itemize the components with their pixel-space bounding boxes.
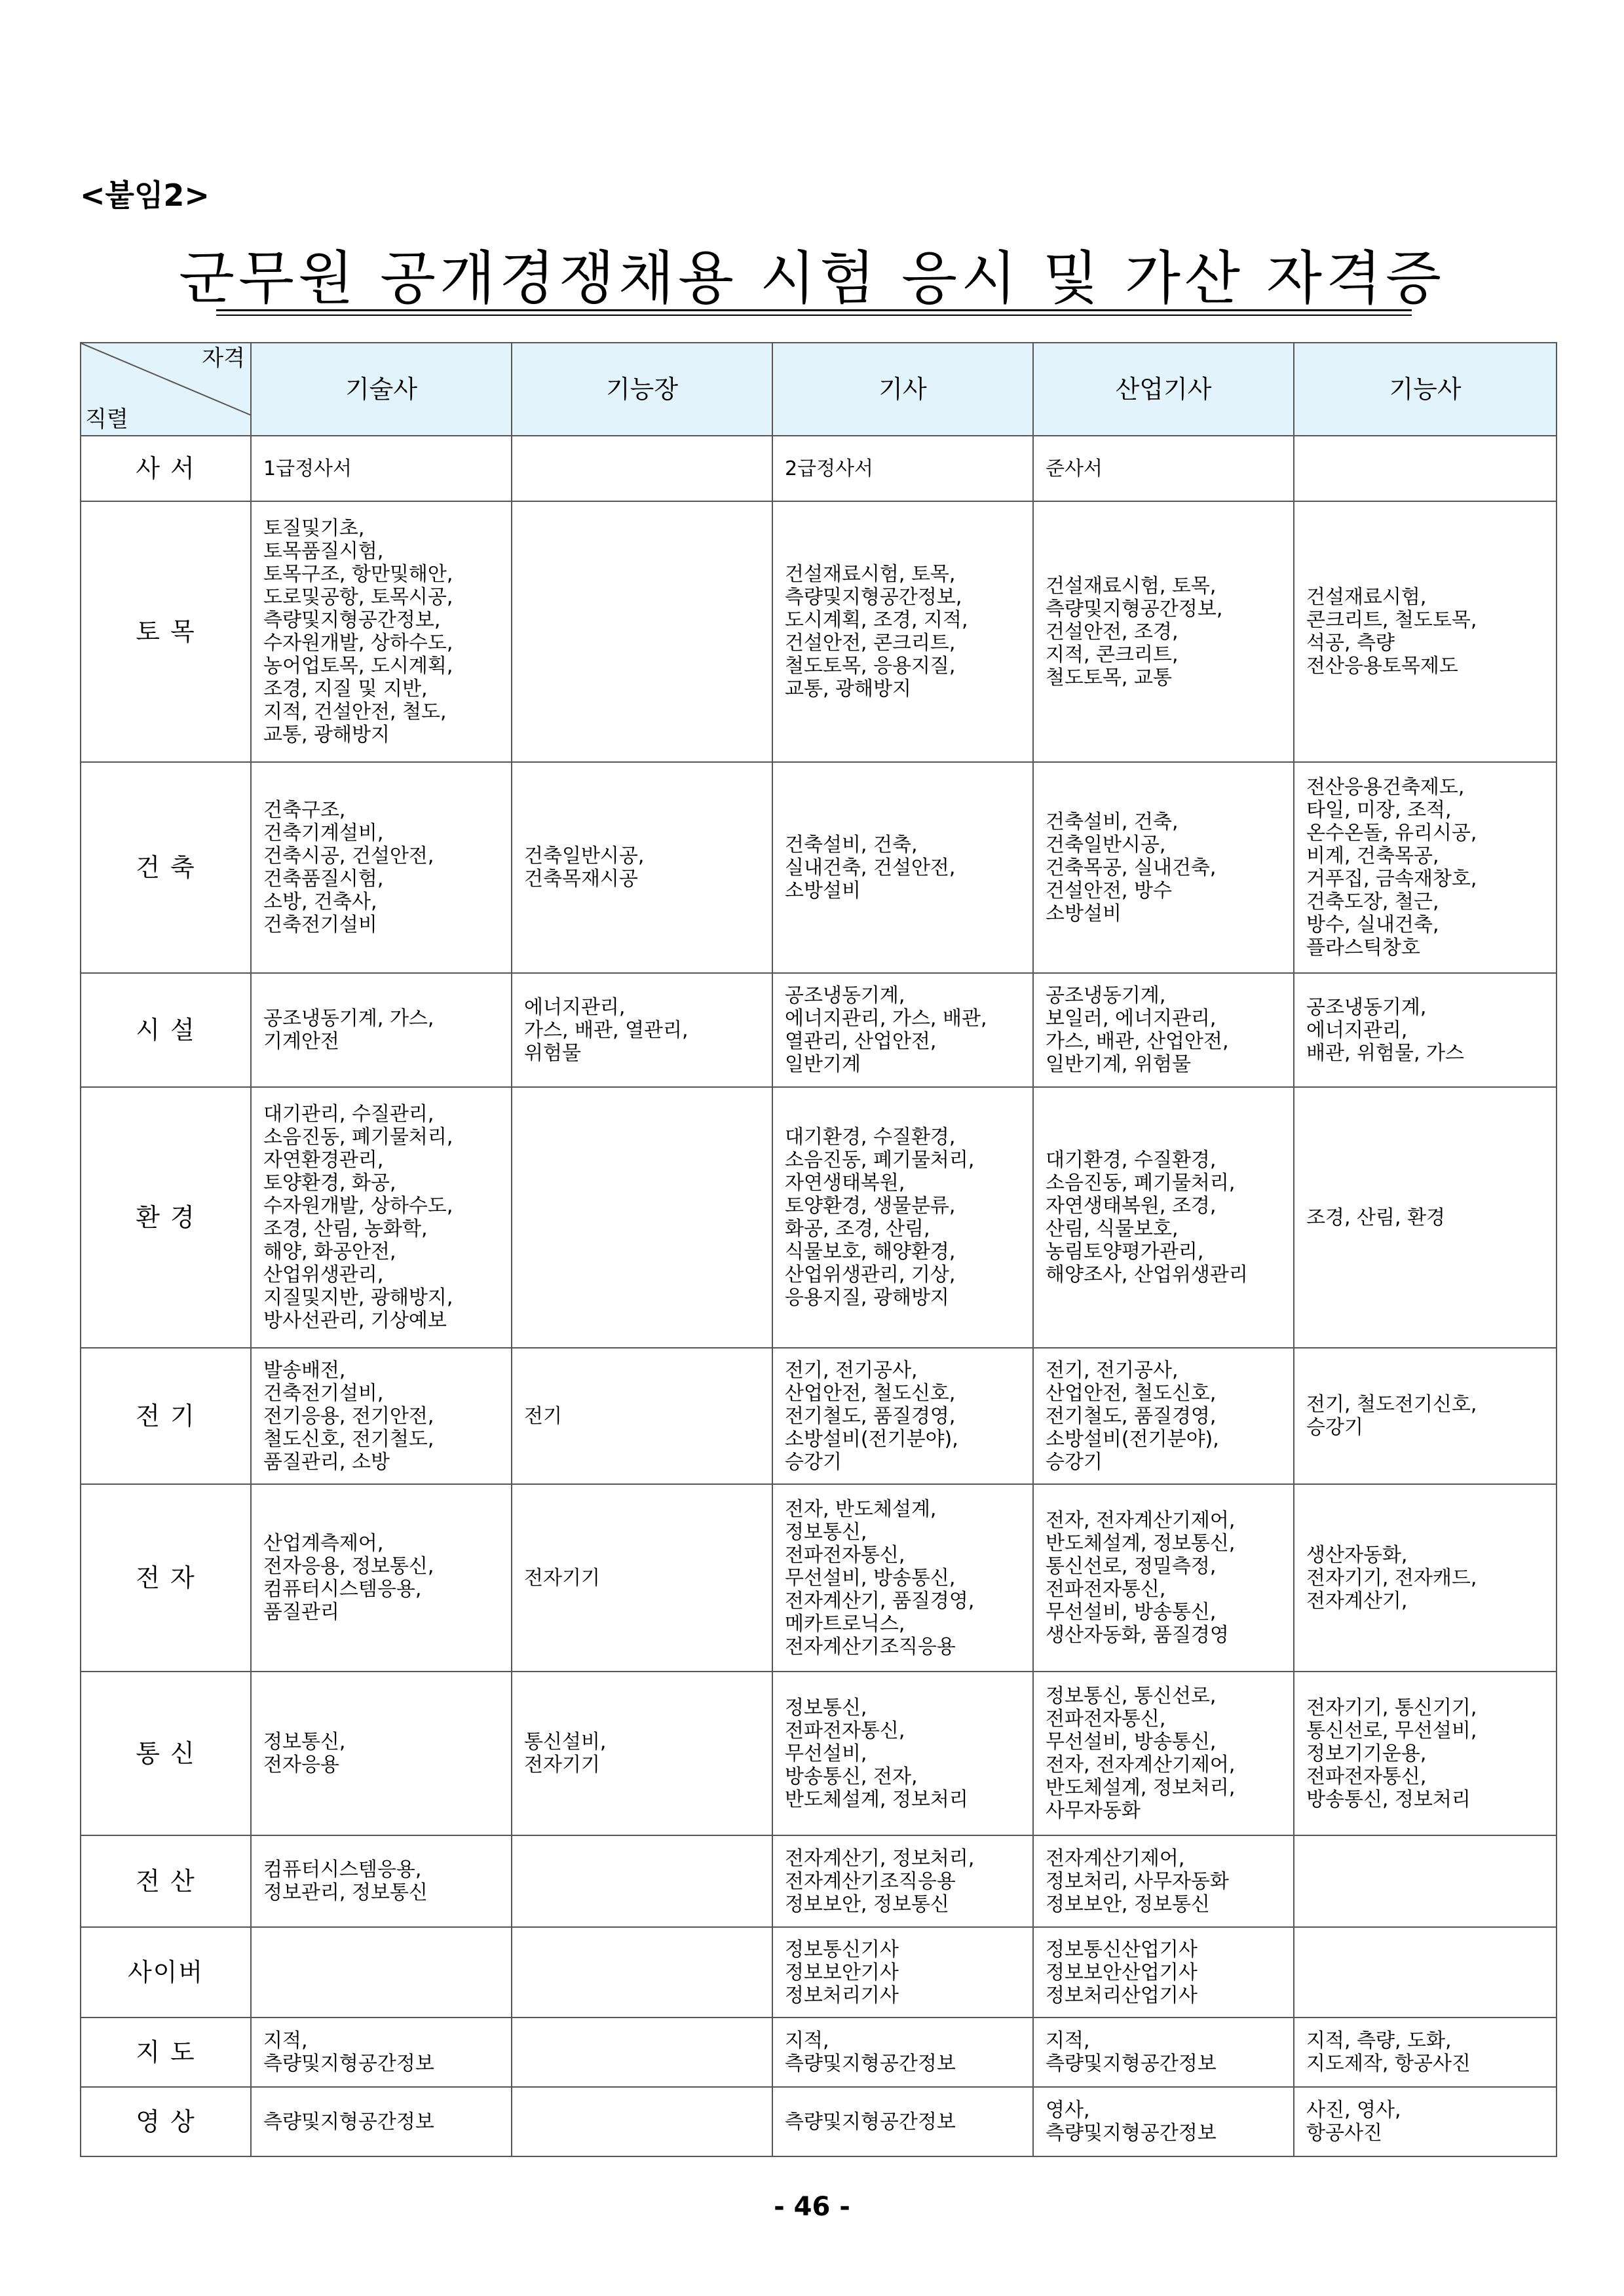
table-cell: 공조냉동기계, 에너지관리, 배관, 위험물, 가스 xyxy=(1294,973,1557,1087)
table-cell: 컴퓨터시스템응용, 정보관리, 정보통신 xyxy=(251,1835,512,1927)
table-cell: 지적, 측량, 도화, 지도제작, 항공사진 xyxy=(1294,2018,1557,2087)
table-cell xyxy=(512,2087,772,2156)
table-cell: 조경, 산림, 환경 xyxy=(1294,1087,1557,1348)
table-cell: 전기 xyxy=(512,1348,772,1484)
row-header: 전 기 xyxy=(81,1348,251,1484)
table-cell: 1급정사서 xyxy=(251,436,512,501)
table-cell: 전기, 전기공사, 산업안전, 철도신호, 전기철도, 품질경영, 소방설비(전기분야), 승강기 xyxy=(1033,1348,1294,1484)
table-cell: 건설재료시험, 토목, 측량및지형공간정보, 건설안전, 조경, 지적, 콘크리트, 철도토목, 교통 xyxy=(1033,501,1294,762)
table-cell: 공조냉동기계, 보일러, 에너지관리, 가스, 배관, 산업안전, 일반기계, 위험물 xyxy=(1033,973,1294,1087)
page-title: 군무원 공개경쟁채용 시험 응시 및 가산 자격증 xyxy=(179,244,1445,312)
table-cell: 사진, 영사, 항공사진 xyxy=(1294,2087,1557,2156)
table-cell xyxy=(512,1927,772,2018)
table-cell xyxy=(1294,436,1557,501)
corner-header-cell xyxy=(81,343,251,436)
table-cell: 전자계산기, 정보처리, 전자계산기조직응용 정보보안, 정보통신 xyxy=(772,1835,1033,1927)
title-underline xyxy=(216,309,1412,311)
table-cell: 생산자동화, 전자기기, 전자캐드, 전자계산기, xyxy=(1294,1484,1557,1672)
table-cell xyxy=(1294,1835,1557,1927)
table-row xyxy=(81,2018,1557,2087)
header-cell: 기사 xyxy=(772,343,1033,436)
header-cell: 기능장 xyxy=(512,343,772,436)
table-cell: 전자기기, 통신기기, 통신선로, 무선설비, 정보기기운용, 전파전자통신, 방송통신, 정보처리 xyxy=(1294,1672,1557,1835)
table-row xyxy=(81,436,1557,501)
table-cell: 전기, 철도전기신호, 승강기 xyxy=(1294,1348,1557,1484)
table-cell: 발송배전, 건축전기설비, 전기응용, 전기안전, 철도신호, 전기철도, 품질관리, 소방 xyxy=(251,1348,512,1484)
table-cell: 대기환경, 수질환경, 소음진동, 폐기물처리, 자연생태복원, 토양환경, 생물분류, 화공, 조경, 산림, 식물보호, 해양환경, 산업위생관리, 기상, 응용지질, 광해방지 xyxy=(772,1087,1033,1348)
table-row xyxy=(81,2087,1557,2156)
table-row xyxy=(81,1927,1557,2018)
table-cell: 전자계산기제어, 정보처리, 사무자동화 정보보안, 정보통신 xyxy=(1033,1835,1294,1927)
table-row xyxy=(81,1672,1557,1835)
table-cell: 산업계측제어, 전자응용, 정보통신, 컴퓨터시스템응용, 품질관리 xyxy=(251,1484,512,1672)
table-cell: 측량및지형공간정보 xyxy=(251,2087,512,2156)
row-header: 사이버 xyxy=(81,1927,251,2018)
table-cell: 측량및지형공간정보 xyxy=(772,2087,1033,2156)
table-cell xyxy=(251,1927,512,2018)
table-cell: 공조냉동기계, 에너지관리, 가스, 배관, 열관리, 산업안전, 일반기계 xyxy=(772,973,1033,1087)
table-cell: 전기, 전기공사, 산업안전, 철도신호, 전기철도, 품질경영, 소방설비(전기분야), 승강기 xyxy=(772,1348,1033,1484)
row-header: 통 신 xyxy=(81,1672,251,1835)
row-header: 토 목 xyxy=(81,501,251,762)
table-cell: 지적, 측량및지형공간정보 xyxy=(1033,2018,1294,2087)
table-row xyxy=(81,1348,1557,1484)
table-cell: 준사서 xyxy=(1033,436,1294,501)
table-cell xyxy=(1294,1927,1557,2018)
table-row xyxy=(81,762,1557,973)
table-cell: 전자기기 xyxy=(512,1484,772,1672)
table-cell: 전자, 전자계산기제어, 반도체설계, 정보통신, 통신선로, 정밀측정, 전파전자통신, 무선설비, 방송통신, 생산자동화, 품질경영 xyxy=(1033,1484,1294,1672)
corner-label-series: 직렬 xyxy=(85,406,128,432)
page-number: - 46 - xyxy=(774,2192,850,2222)
attachment-label: <붙임2> xyxy=(80,178,210,213)
table-cell: 영사, 측량및지형공간정보 xyxy=(1033,2087,1294,2156)
table-cell: 건축설비, 건축, 실내건축, 건설안전, 소방설비 xyxy=(772,762,1033,973)
table-cell: 지적, 측량및지형공간정보 xyxy=(251,2018,512,2087)
row-header: 건 축 xyxy=(81,762,251,973)
row-header: 사 서 xyxy=(81,436,251,501)
title-underline-thin xyxy=(216,315,1412,316)
table-cell: 건축설비, 건축, 건축일반시공, 건축목공, 실내건축, 건설안전, 방수 소방설비 xyxy=(1033,762,1294,973)
table-cell xyxy=(512,1835,772,1927)
table-cell: 정보통신기사 정보보안기사 정보처리기사 xyxy=(772,1927,1033,2018)
table-cell xyxy=(512,436,772,501)
table-row xyxy=(81,501,1557,762)
table-cell: 건축일반시공, 건축목재시공 xyxy=(512,762,772,973)
table-row xyxy=(81,1835,1557,1927)
table-cell: 건축구조, 건축기계설비, 건축시공, 건설안전, 건축품질시험, 소방, 건축사, 건축전기설비 xyxy=(251,762,512,973)
corner-label-qualification: 자격 xyxy=(202,345,245,372)
table-cell xyxy=(512,2018,772,2087)
table-row xyxy=(81,973,1557,1087)
header-row xyxy=(81,343,1557,436)
table-cell: 정보통신, 전파전자통신, 무선설비, 방송통신, 전자, 반도체설계, 정보처리 xyxy=(772,1672,1033,1835)
table-cell: 토질및기초, 토목품질시험, 토목구조, 항만및해안, 도로및공항, 토목시공, 측량및지형공간정보, 수자원개발, 상하수도, 농어업토목, 도시계획, 조경, 지질 및 지반, 지적, 건설안전, 철도, 교통, 광해방지 xyxy=(251,501,512,762)
table-cell: 정보통신, 통신선로, 전파전자통신, 무선설비, 방송통신, 전자, 전자계산기제어, 반도체설계, 정보처리, 사무자동화 xyxy=(1033,1672,1294,1835)
table-cell: 전산응용건축제도, 타일, 미장, 조적, 온수온돌, 유리시공, 비계, 건축목공, 거푸집, 금속재창호, 건축도장, 철근, 방수, 실내건축, 플라스틱창호 xyxy=(1294,762,1557,973)
table-cell: 전자, 반도체설계, 정보통신, 전파전자통신, 무선설비, 방송통신, 전자계산기, 품질경영, 메카트로닉스, 전자계산기조직응용 xyxy=(772,1484,1033,1672)
certificate-table xyxy=(80,342,1557,2157)
header-cell: 기능사 xyxy=(1294,343,1557,436)
row-header: 전 산 xyxy=(81,1835,251,1927)
row-header: 환 경 xyxy=(81,1087,251,1348)
table-row xyxy=(81,1484,1557,1672)
table-cell: 대기환경, 수질환경, 소음진동, 폐기물처리, 자연생태복원, 조경, 산림, 식물보호, 농림토양평가관리, 해양조사, 산업위생관리 xyxy=(1033,1087,1294,1348)
header-cell: 산업기사 xyxy=(1033,343,1294,436)
header-cell: 기술사 xyxy=(251,343,512,436)
table-cell: 2급정사서 xyxy=(772,436,1033,501)
row-header: 전 자 xyxy=(81,1484,251,1672)
table-cell: 지적, 측량및지형공간정보 xyxy=(772,2018,1033,2087)
table-cell: 공조냉동기계, 가스, 기계안전 xyxy=(251,973,512,1087)
row-header: 영 상 xyxy=(81,2087,251,2156)
table-cell xyxy=(512,501,772,762)
table-cell: 에너지관리, 가스, 배관, 열관리, 위험물 xyxy=(512,973,772,1087)
row-header: 시 설 xyxy=(81,973,251,1087)
table-cell: 통신설비, 전자기기 xyxy=(512,1672,772,1835)
table-cell: 건설재료시험, 토목, 측량및지형공간정보, 도시계획, 조경, 지적, 건설안전, 콘크리트, 철도토목, 응용지질, 교통, 광해방지 xyxy=(772,501,1033,762)
row-header: 지 도 xyxy=(81,2018,251,2087)
table-cell: 정보통신, 전자응용 xyxy=(251,1672,512,1835)
table-row xyxy=(81,1087,1557,1348)
table-cell xyxy=(512,1087,772,1348)
table-cell: 정보통신산업기사 정보보안산업기사 정보처리산업기사 xyxy=(1033,1927,1294,2018)
table-cell: 건설재료시험, 콘크리트, 철도토목, 석공, 측량 전산응용토목제도 xyxy=(1294,501,1557,762)
table-cell: 대기관리, 수질관리, 소음진동, 폐기물처리, 자연환경관리, 토양환경, 화공, 수자원개발, 상하수도, 조경, 산림, 농화학, 해양, 화공안전, 산업위생관리, 지질및지반, 광해방지, 방사선관리, 기상예보 xyxy=(251,1087,512,1348)
